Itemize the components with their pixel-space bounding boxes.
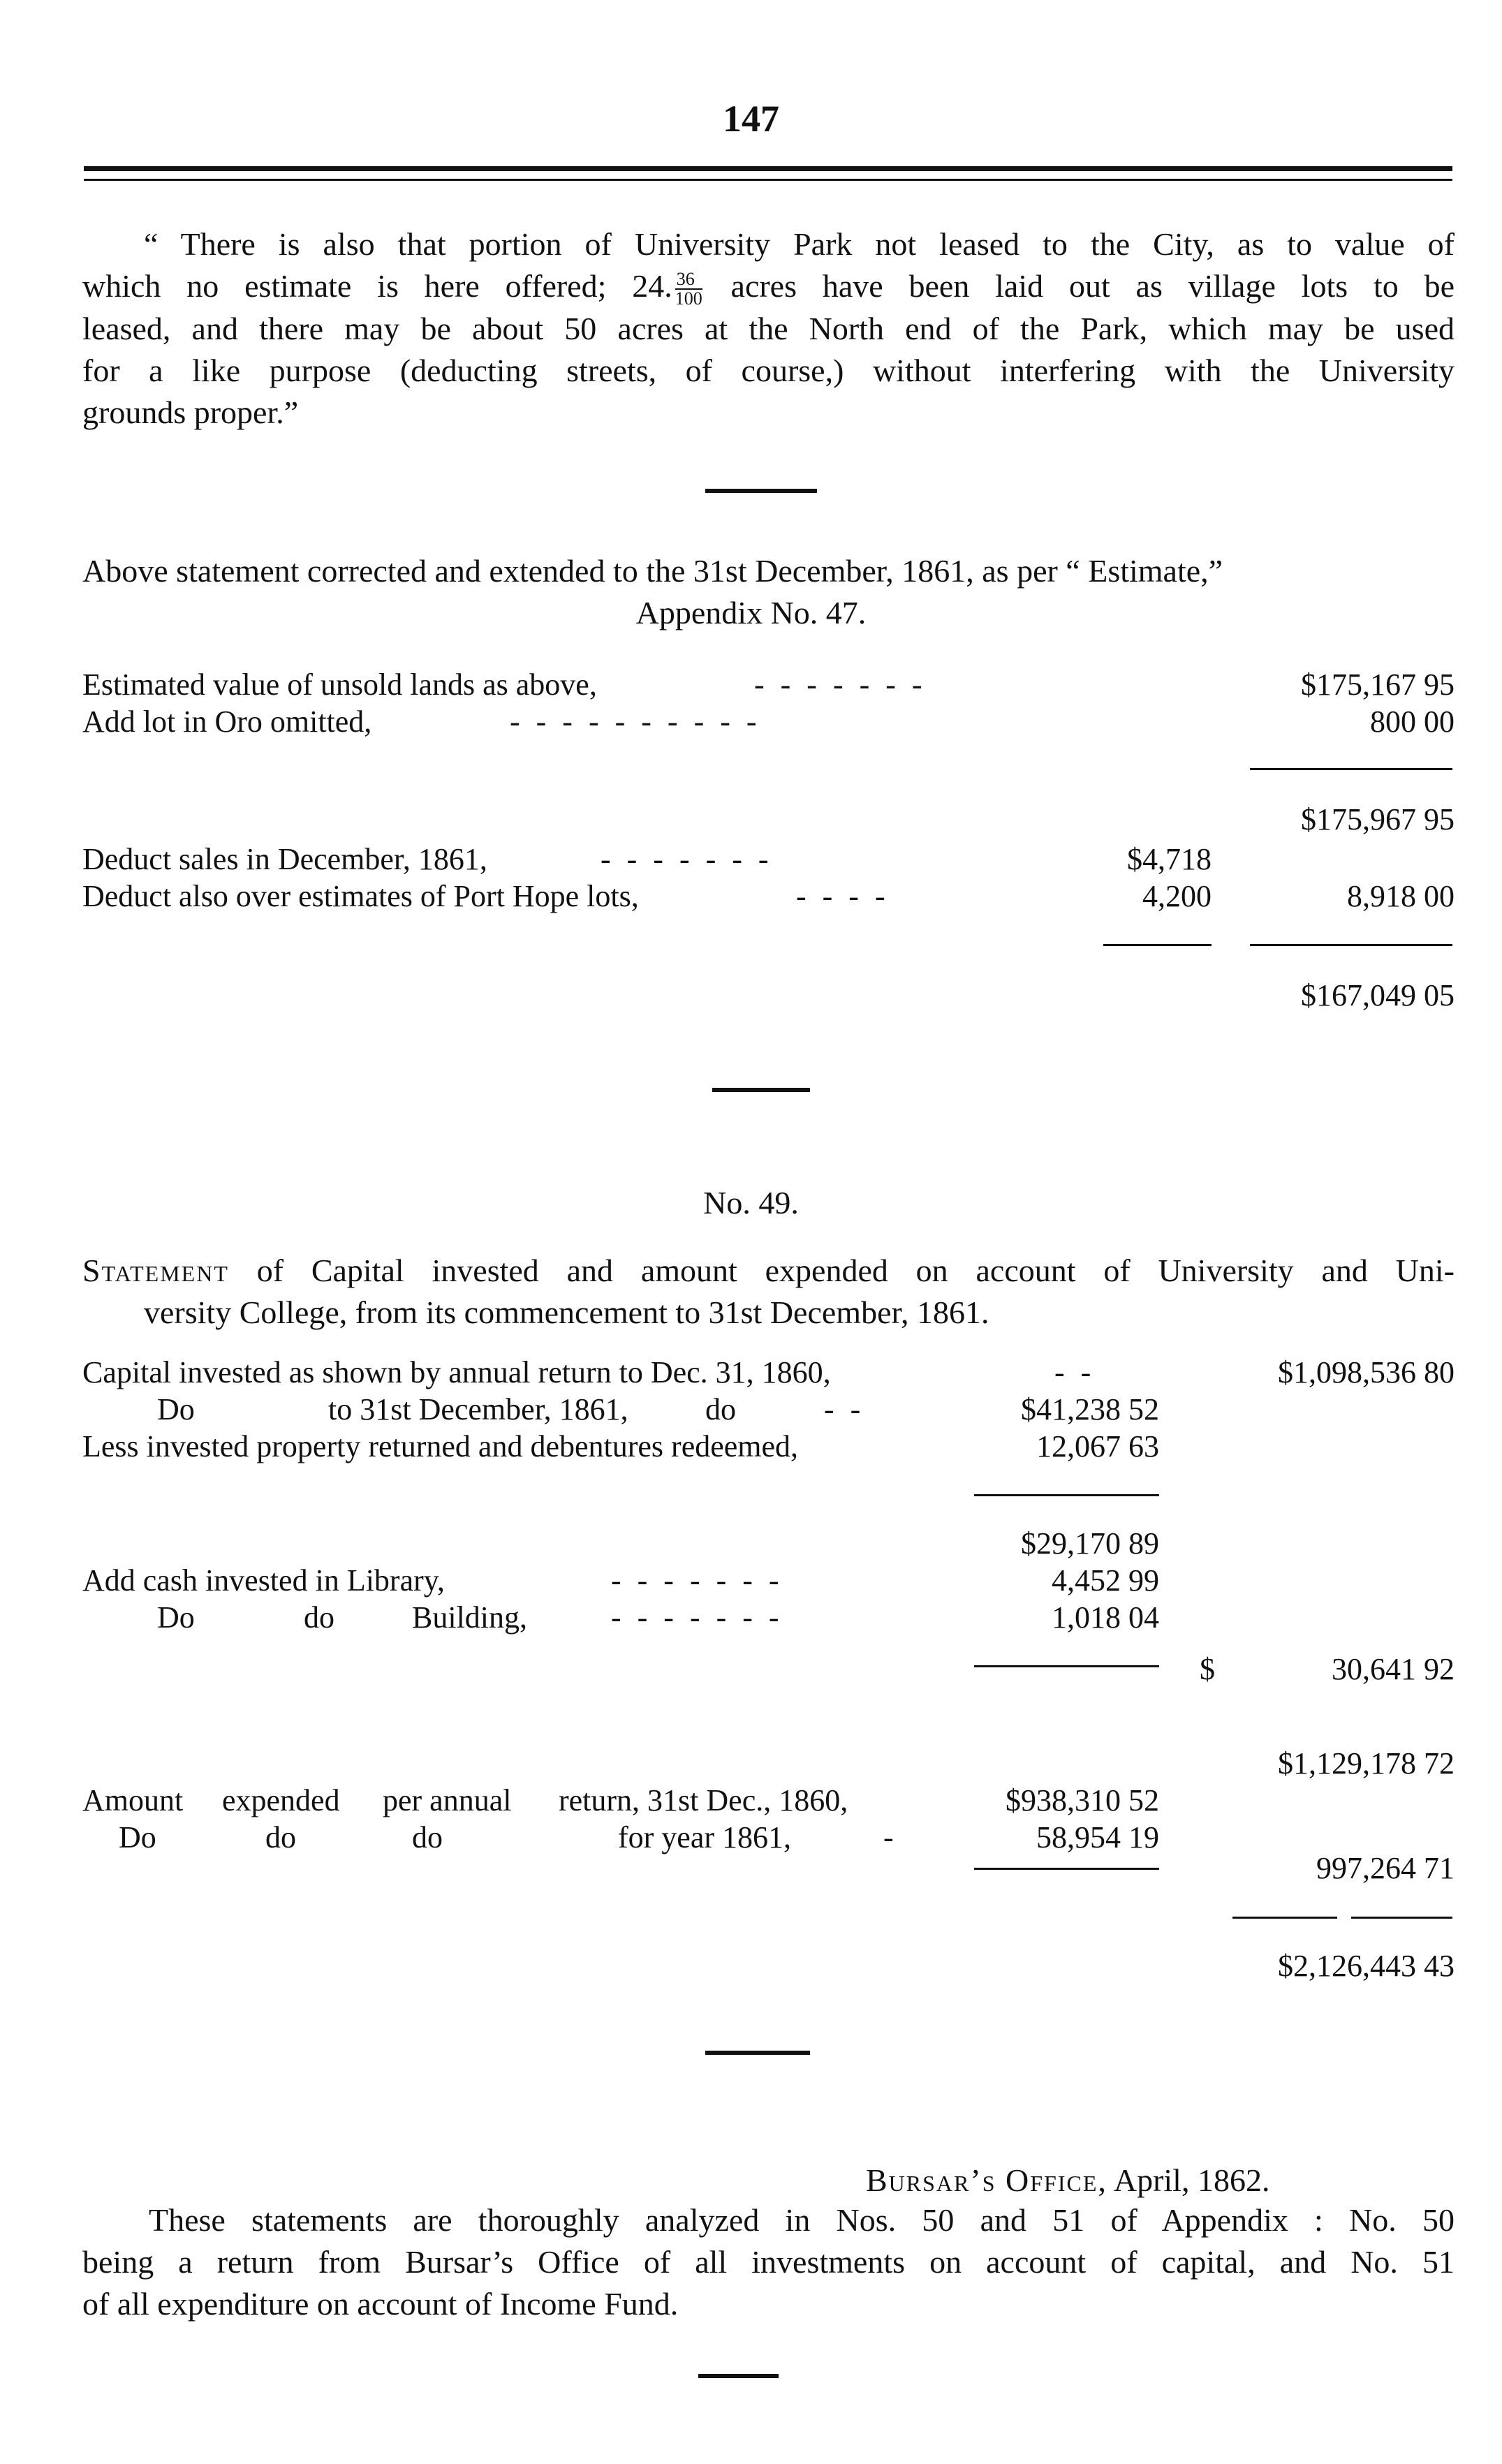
expended-amount: $938,310 52 <box>1006 1783 1159 1817</box>
capital-grand-total: $1,129,178 72 <box>1278 1746 1455 1780</box>
subtotal-rule <box>1250 768 1452 770</box>
quote-line-3: leased, and there may be about 50 acres at the North end of the Park, which may be used <box>82 311 1455 347</box>
library-amount: 4,452 99 <box>1052 1563 1159 1598</box>
dollar-sign: $ <box>1200 1652 1215 1686</box>
exp2-ditto-2: do <box>265 1820 296 1854</box>
quote-line-2-start: which no estimate is here offered; 24. <box>82 268 672 304</box>
subtotal-value: $175,967 95 <box>1301 802 1455 836</box>
fraction-numerator: 36 <box>675 270 702 290</box>
footer-note-line-3: of all expenditure on account of Income Fund. <box>82 2286 679 2322</box>
header-rule-thin <box>84 179 1452 181</box>
footer-note-line-2: being a return from Bursar’s Office of all investments on account of capital, and No. 51 <box>82 2244 1455 2280</box>
estimated-value-label: Estimated value of unsold lands as above, <box>82 667 597 702</box>
quote-line-5: grounds proper.” <box>82 394 299 431</box>
do1-text: to 31st December, 1861, <box>328 1392 628 1426</box>
cash-total: 30,641 92 <box>1332 1652 1455 1686</box>
deduction-total: 8,918 00 <box>1347 879 1455 913</box>
quote-line-2 <box>82 265 1455 308</box>
signature-date: April, 1862. <box>1113 2162 1270 2198</box>
grand-rule-a <box>1232 1917 1337 1919</box>
statement-line-2: versity College, from its commencement to 31st December, 1861. <box>144 1294 989 1330</box>
statement-paragraph <box>82 1250 1455 1334</box>
capital-invested-label: Capital invested as shown by annual return to Dec. 31, 1860, <box>82 1355 831 1389</box>
fraction-denominator: 100 <box>675 288 702 309</box>
do1-amount: $41,238 52 <box>1021 1392 1159 1426</box>
header-rule-thick <box>84 166 1452 171</box>
less-invested-label: Less invested property returned and debentures redeemed, <box>82 1429 799 1463</box>
section1-heading-line1: Above statement corrected and extended to the 31st December, 1861, as per “ Estimate,” <box>82 553 1223 589</box>
exp2-amount: 58,954 19 <box>1036 1820 1159 1854</box>
expended-total: 997,264 71 <box>1316 1851 1455 1885</box>
grand-total: $2,126,443 43 <box>1278 1949 1455 1983</box>
final-rule <box>1250 944 1452 946</box>
building-label: Building, <box>412 1600 528 1635</box>
capital-invested-dots: - - <box>1054 1355 1096 1389</box>
footer-note-line-1: These statements are thoroughly analyzed in Nos. 50 and 51 of Appendix : No. 50 <box>149 2202 1455 2238</box>
cash-rule <box>974 1665 1159 1667</box>
expended-label-a: Amount <box>82 1783 184 1817</box>
exp2-ditto-1: Do <box>119 1820 156 1854</box>
section-divider <box>705 489 817 493</box>
do1-ditto: do <box>705 1392 736 1426</box>
oro-lot-total: 800 00 <box>1370 704 1455 739</box>
expended-label-c: per annual <box>383 1783 512 1817</box>
acreage-fraction <box>675 270 702 308</box>
net-amount: $29,170 89 <box>1021 1526 1159 1561</box>
section-divider-2 <box>712 1088 810 1092</box>
building-ditto-1: Do <box>157 1600 195 1635</box>
deduct-sales-dots: - - - - - - - <box>601 842 773 876</box>
estimated-value-dots: - - - - - - - <box>754 667 927 702</box>
section-divider-3 <box>705 2051 810 2055</box>
do1-dots: - - <box>824 1392 865 1426</box>
bursar-office: Bursar’s Office, <box>866 2162 1107 2198</box>
quote-line-4: for a like purpose (deducting streets, of course,) without interfering with the University <box>82 353 1455 389</box>
section1-final-total: $167,049 05 <box>1301 978 1455 1012</box>
expended-label-b: expended <box>222 1783 340 1817</box>
section2-number: No. 49. <box>703 1185 799 1220</box>
less-invested-amount: 12,067 63 <box>1036 1429 1159 1463</box>
statement-line-1 <box>82 1250 1455 1292</box>
deduct-port-hope-label: Deduct also over estimates of Port Hope lots, <box>82 879 639 913</box>
statement-line-1-rest: of Capital invested and amount expended on account of University and Uni- <box>256 1253 1455 1288</box>
net-rule <box>974 1494 1159 1496</box>
closing-dash <box>698 2374 779 2378</box>
exp2-ditto-3: do <box>412 1820 443 1854</box>
quote-line-2-end: acres have been laid out as village lots to be <box>730 268 1455 304</box>
do-label-1: Do <box>157 1392 195 1426</box>
bursar-signature <box>866 2161 1269 2199</box>
grand-rule-b <box>1351 1917 1452 1919</box>
deduction-rule <box>1103 944 1212 946</box>
deduct-port-hope-amount: 4,200 <box>1142 879 1212 913</box>
section1-heading-line2: Appendix No. 47. <box>635 595 867 630</box>
page-number: 147 <box>723 98 779 140</box>
oro-lot-dots: - - - - - - - - - - <box>510 704 761 739</box>
deduct-sales-amount: $4,718 <box>1127 842 1212 876</box>
expended-label-d: return, 31st Dec., 1860, <box>559 1783 848 1817</box>
exp2-dots: - <box>883 1820 894 1854</box>
capital-invested-total: $1,098,536 80 <box>1278 1355 1455 1389</box>
statement-word: Statement <box>82 1253 229 1288</box>
deduct-port-hope-dots: - - - - <box>796 879 890 913</box>
library-label: Add cash invested in Library, <box>82 1563 445 1598</box>
quote-paragraph <box>82 223 1455 434</box>
quote-line-1: “ There is also that portion of University Park not leased to the City, as to value of <box>144 226 1455 262</box>
expended-rule <box>974 1868 1159 1870</box>
library-dots: - - - - - - - <box>611 1563 783 1598</box>
building-dots: - - - - - - - <box>611 1600 783 1635</box>
estimated-value-total: $175,167 95 <box>1301 667 1455 702</box>
building-amount: 1,018 04 <box>1052 1600 1159 1635</box>
building-ditto-2: do <box>304 1600 334 1635</box>
exp2-label: for year 1861, <box>618 1820 792 1854</box>
oro-lot-label: Add lot in Oro omitted, <box>82 704 372 739</box>
deduct-sales-label: Deduct sales in December, 1861, <box>82 842 487 876</box>
footer-note <box>82 2199 1455 2325</box>
